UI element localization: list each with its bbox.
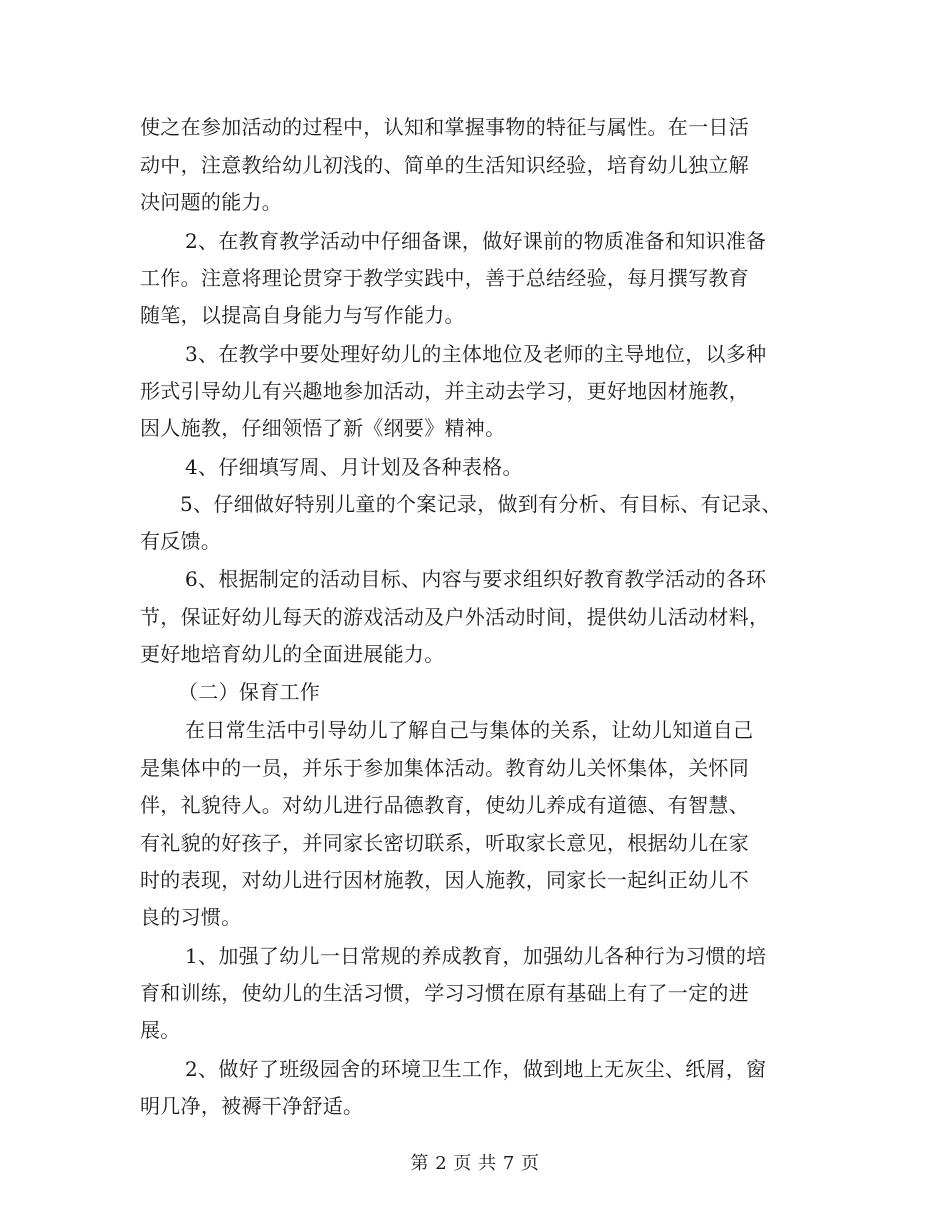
paragraph-line: 工作。注意将理论贯穿于教学实践中，善于总结经验，每月撰写教育 — [140, 266, 749, 290]
paragraph-line: 是集体中的一员，并乐于参加集体活动。教育幼儿关怀集体，关怀同 — [140, 756, 749, 780]
paragraph-line: 良的习惯。 — [140, 905, 242, 929]
paragraph-line: 2、做好了班级园舍的环境卫生工作，做到地上无灰尘、纸屑，窗 — [185, 1057, 767, 1081]
paragraph-line: 育和训练，使幼儿的生活习惯，学习习惯在原有基础上有了一定的进 — [140, 981, 749, 1005]
paragraph-line: 伴，礼貌待人。对幼儿进行品德教育，使幼儿养成有道德、有智慧、 — [140, 793, 749, 817]
paragraph-line: 4、仔细填写周、月计划及各种表格。 — [185, 455, 523, 479]
paragraph-line: 时的表现，对幼儿进行因材施教，因人施教，同家长一起纠正幼儿不 — [140, 868, 749, 892]
section-heading: （二）保育工作 — [178, 680, 321, 704]
paragraph-line: 动中，注意教给幼儿初浅的、简单的生活知识经验，培育幼儿独立解 — [140, 153, 749, 177]
paragraph-line: 有礼貌的好孩子，并同家长密切联系，听取家长意见，根据幼儿在家 — [140, 831, 749, 855]
paragraph-line: 在日常生活中引导幼儿了解自己与集体的关系，让幼儿知道自己 — [185, 718, 754, 742]
paragraph-line: 展。 — [140, 1018, 181, 1042]
paragraph-line: 6、根据制定的活动目标、内容与要求组织好教育教学活动的各环 — [185, 567, 767, 591]
paragraph-line: 随笔，以提高自身能力与写作能力。 — [140, 303, 465, 327]
paragraph-line: 使之在参加活动的过程中，认知和掌握事物的特征与属性。在一日活 — [140, 115, 749, 139]
paragraph-line: 更好地培育幼儿的全面进展能力。 — [140, 642, 445, 666]
paragraph-line: 3、在教学中要处理好幼儿的主体地位及老师的主导地位，以多种 — [185, 342, 767, 366]
paragraph-line: 1、加强了幼儿一日常规的养成教育，加强幼儿各种行为习惯的培 — [185, 944, 767, 968]
paragraph-line: 明几净，被褥干净舒适。 — [140, 1094, 364, 1118]
paragraph-line: 形式引导幼儿有兴趣地参加活动，并主动去学习，更好地因材施教， — [140, 379, 749, 403]
paragraph-line: 5、仔细做好特别儿童的个案记录，做到有分析、有目标、有记录、 — [180, 492, 782, 516]
paragraph-line: 2、在教育教学活动中仔细备课，做好课前的物质准备和知识准备 — [185, 229, 767, 253]
paragraph-line: 有反馈。 — [140, 529, 222, 553]
page-number: 第 2 页 共 7 页 — [410, 1153, 540, 1174]
paragraph-line: 决问题的能力。 — [140, 190, 283, 214]
paragraph-line: 因人施教，仔细领悟了新《纲要》精神。 — [140, 416, 506, 440]
paragraph-line: 节，保证好幼儿每天的游戏活动及户外活动时间，提供幼儿活动材料， — [140, 605, 770, 629]
